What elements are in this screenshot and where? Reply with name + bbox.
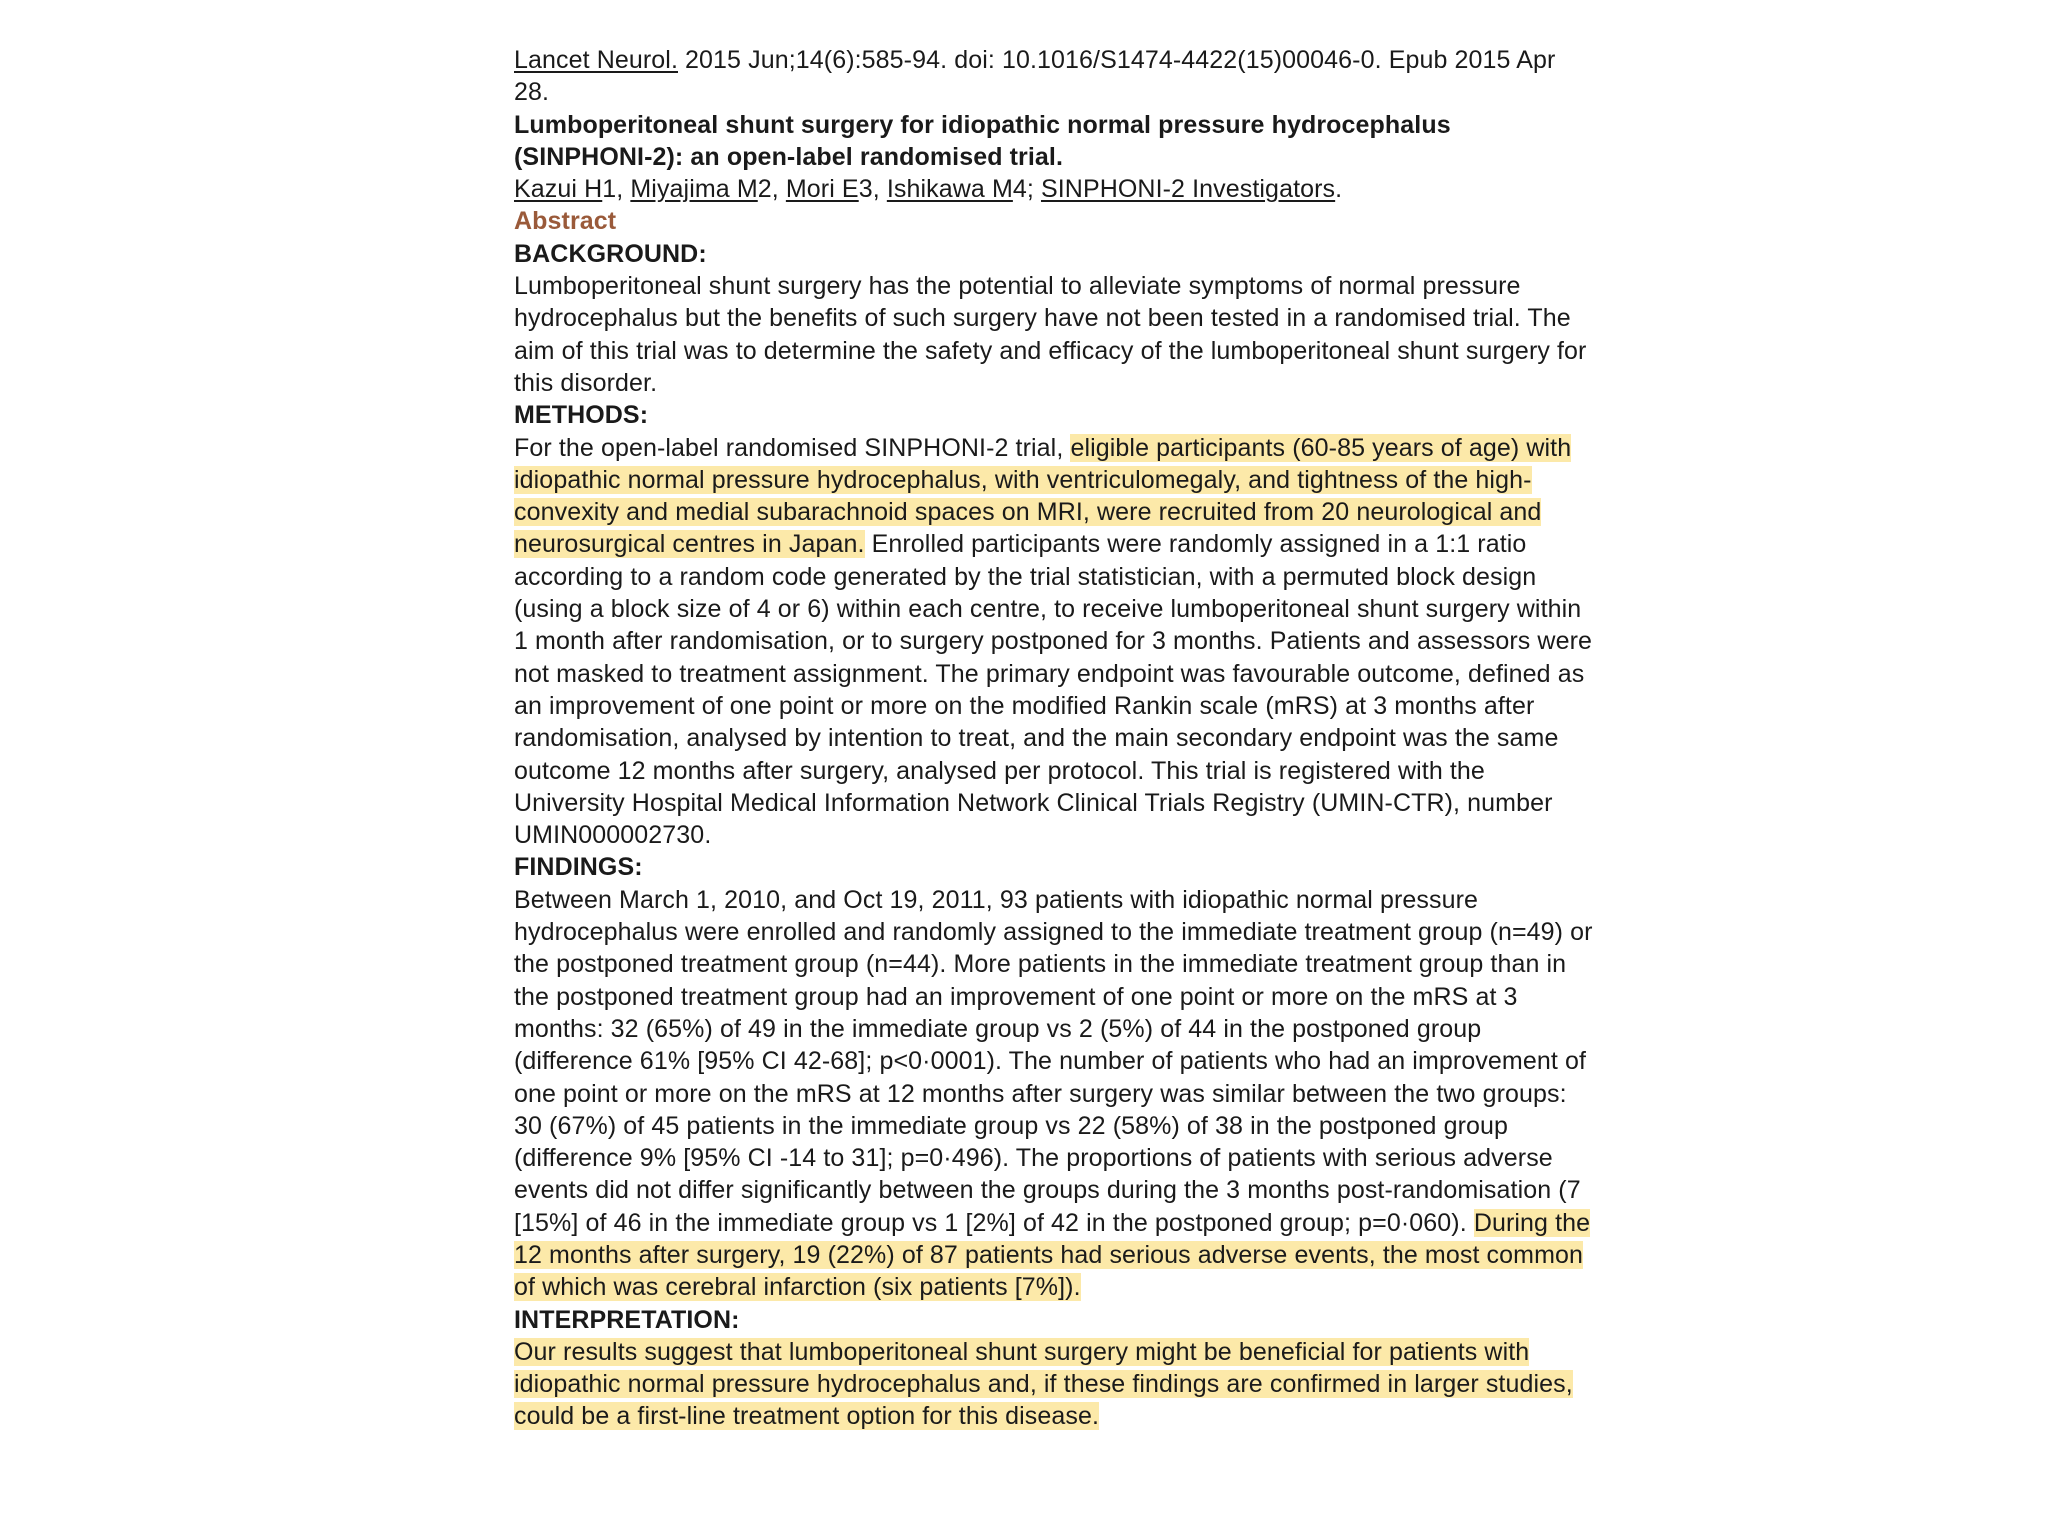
findings-text-start: Between March 1, 2010, and Oct 19, 2011, 93 patients with idiopathic normal pressure hydrocephalus were enrolled and randomly assigned to the immediate treatment group (n=49) or the postponed treatment group (n=44). More patients in the immediate treatment group than in the postponed treatment group had an improvement of one point or more on the mRS at 3 months: 32 (65%) of 49 in the immediate group vs 2 (5%) of 44 in the postponed group (difference 61% [95% CI 42-68]; p<0·0001). The number of patients who had an improvement of one point or more on the mRS at 12 months after surgery was similar between the two groups: 30 (67%) of 45 patients in the immediate group vs 22 (58%) of 38 in the postponed group (difference 9% [95% CI -14 to 31]; p=0·496). The proportions of patients with serious adverse events did not differ significantly between the groups during the 3 months post-randomisation (7 [15%] of 46 in the immediate group vs 1 [2%] of 42 in the postponed group; p=0·060). (514, 885, 1593, 1237)
author-separator: , (771, 175, 786, 204)
author-link-ishikawa[interactable]: Ishikawa M (886, 175, 1013, 204)
background-heading: BACKGROUND: (514, 239, 707, 268)
group-author-suffix: . (1335, 175, 1343, 204)
methods-text-start: For the open-label randomised SINPHONI-2 trial, (514, 433, 1071, 462)
author-link-mori[interactable]: Mori E (785, 175, 859, 204)
abstract-heading: Abstract (514, 207, 617, 236)
author-affiliation: 1 (602, 175, 617, 204)
interpretation-heading: INTERPRETATION: (514, 1305, 740, 1334)
article-title: Lumboperitoneal shunt surgery for idiopathic normal pressure hydrocephalus (SINPHONI-2): an open-label randomised trial. (514, 110, 1451, 171)
citation-line (514, 44, 1594, 109)
findings-text (514, 884, 1594, 1304)
author-link-kazui[interactable]: Kazui H (514, 175, 603, 204)
group-author-link[interactable]: SINPHONI-2 Investigators (1040, 175, 1336, 204)
methods-text (514, 432, 1594, 852)
citation-details: 2015 Jun;14(6):585-94. doi: 10.1016/S1474-4422(15)00046-0. Epub 2015 Apr 28. (514, 46, 1556, 107)
author-list (514, 173, 1594, 205)
interpretation-text (514, 1336, 1594, 1433)
findings-heading: FINDINGS: (514, 853, 643, 882)
interpretation-highlighted-text: Our results suggest that lumboperitoneal shunt surgery might be beneficial for patients with idiopathic normal pressure hydrocephalus and, if these findings are confirmed in larger studies, could be a first-line treatment option for this disease. (514, 1337, 1573, 1431)
journal-link[interactable]: Lancet Neurol. (514, 46, 678, 74)
author-separator: , (872, 175, 887, 204)
author-separator: , (616, 175, 631, 204)
methods-highlighted-text: eligible participants (60-85 years of age) with idiopathic normal pressure hydrocephalus, with ventriculomegaly, and tightness of the high-convexity and medial subarachnoid spaces on MRI, were recruited from 20 neurological and neurosurgical centres in Japan. (514, 433, 1572, 559)
author-link-miyajima[interactable]: Miyajima M (630, 175, 758, 204)
author-affiliation: 2 (757, 175, 772, 204)
background-text: Lumboperitoneal shunt surgery has the potential to alleviate symptoms of normal pressure hydrocephalus but the benefits of such surgery have not been tested in a randomised trial. The aim of this trial was to determine the safety and efficacy of the lumboperitoneal shunt surgery for this disorder. (514, 272, 1587, 397)
author-affiliation: 4 (1012, 175, 1027, 204)
author-separator: ; (1026, 175, 1041, 204)
paper-abstract-page (514, 44, 1594, 1433)
methods-heading: METHODS: (514, 401, 649, 430)
author-affiliation: 3 (858, 175, 873, 204)
findings-highlighted-text: During the 12 months after surgery, 19 (22%) of 87 patients had serious adverse events, the most common of which was cerebral infarction (six patients [7%]). (514, 1208, 1591, 1302)
methods-text-end: Enrolled participants were randomly assigned in a 1:1 ratio according to a random code generated by the trial statistician, with a permuted block design (using a block size of 4 or 6) within each centre, to receive lumboperitoneal shunt surgery within 1 month after randomisation, or to surgery postponed for 3 months. Patients and assessors were not masked to treatment assignment. The primary endpoint was favourable outcome, defined as an improvement of one point or more on the modified Rankin scale (mRS) at 3 months after randomisation, analysed by intention to treat, and the main secondary endpoint was the same outcome 12 months after surgery, analysed per protocol. This trial is registered with the University Hospital Medical Information Network Clinical Trials Registry (UMIN-CTR), number UMIN000002730. (514, 530, 1593, 850)
